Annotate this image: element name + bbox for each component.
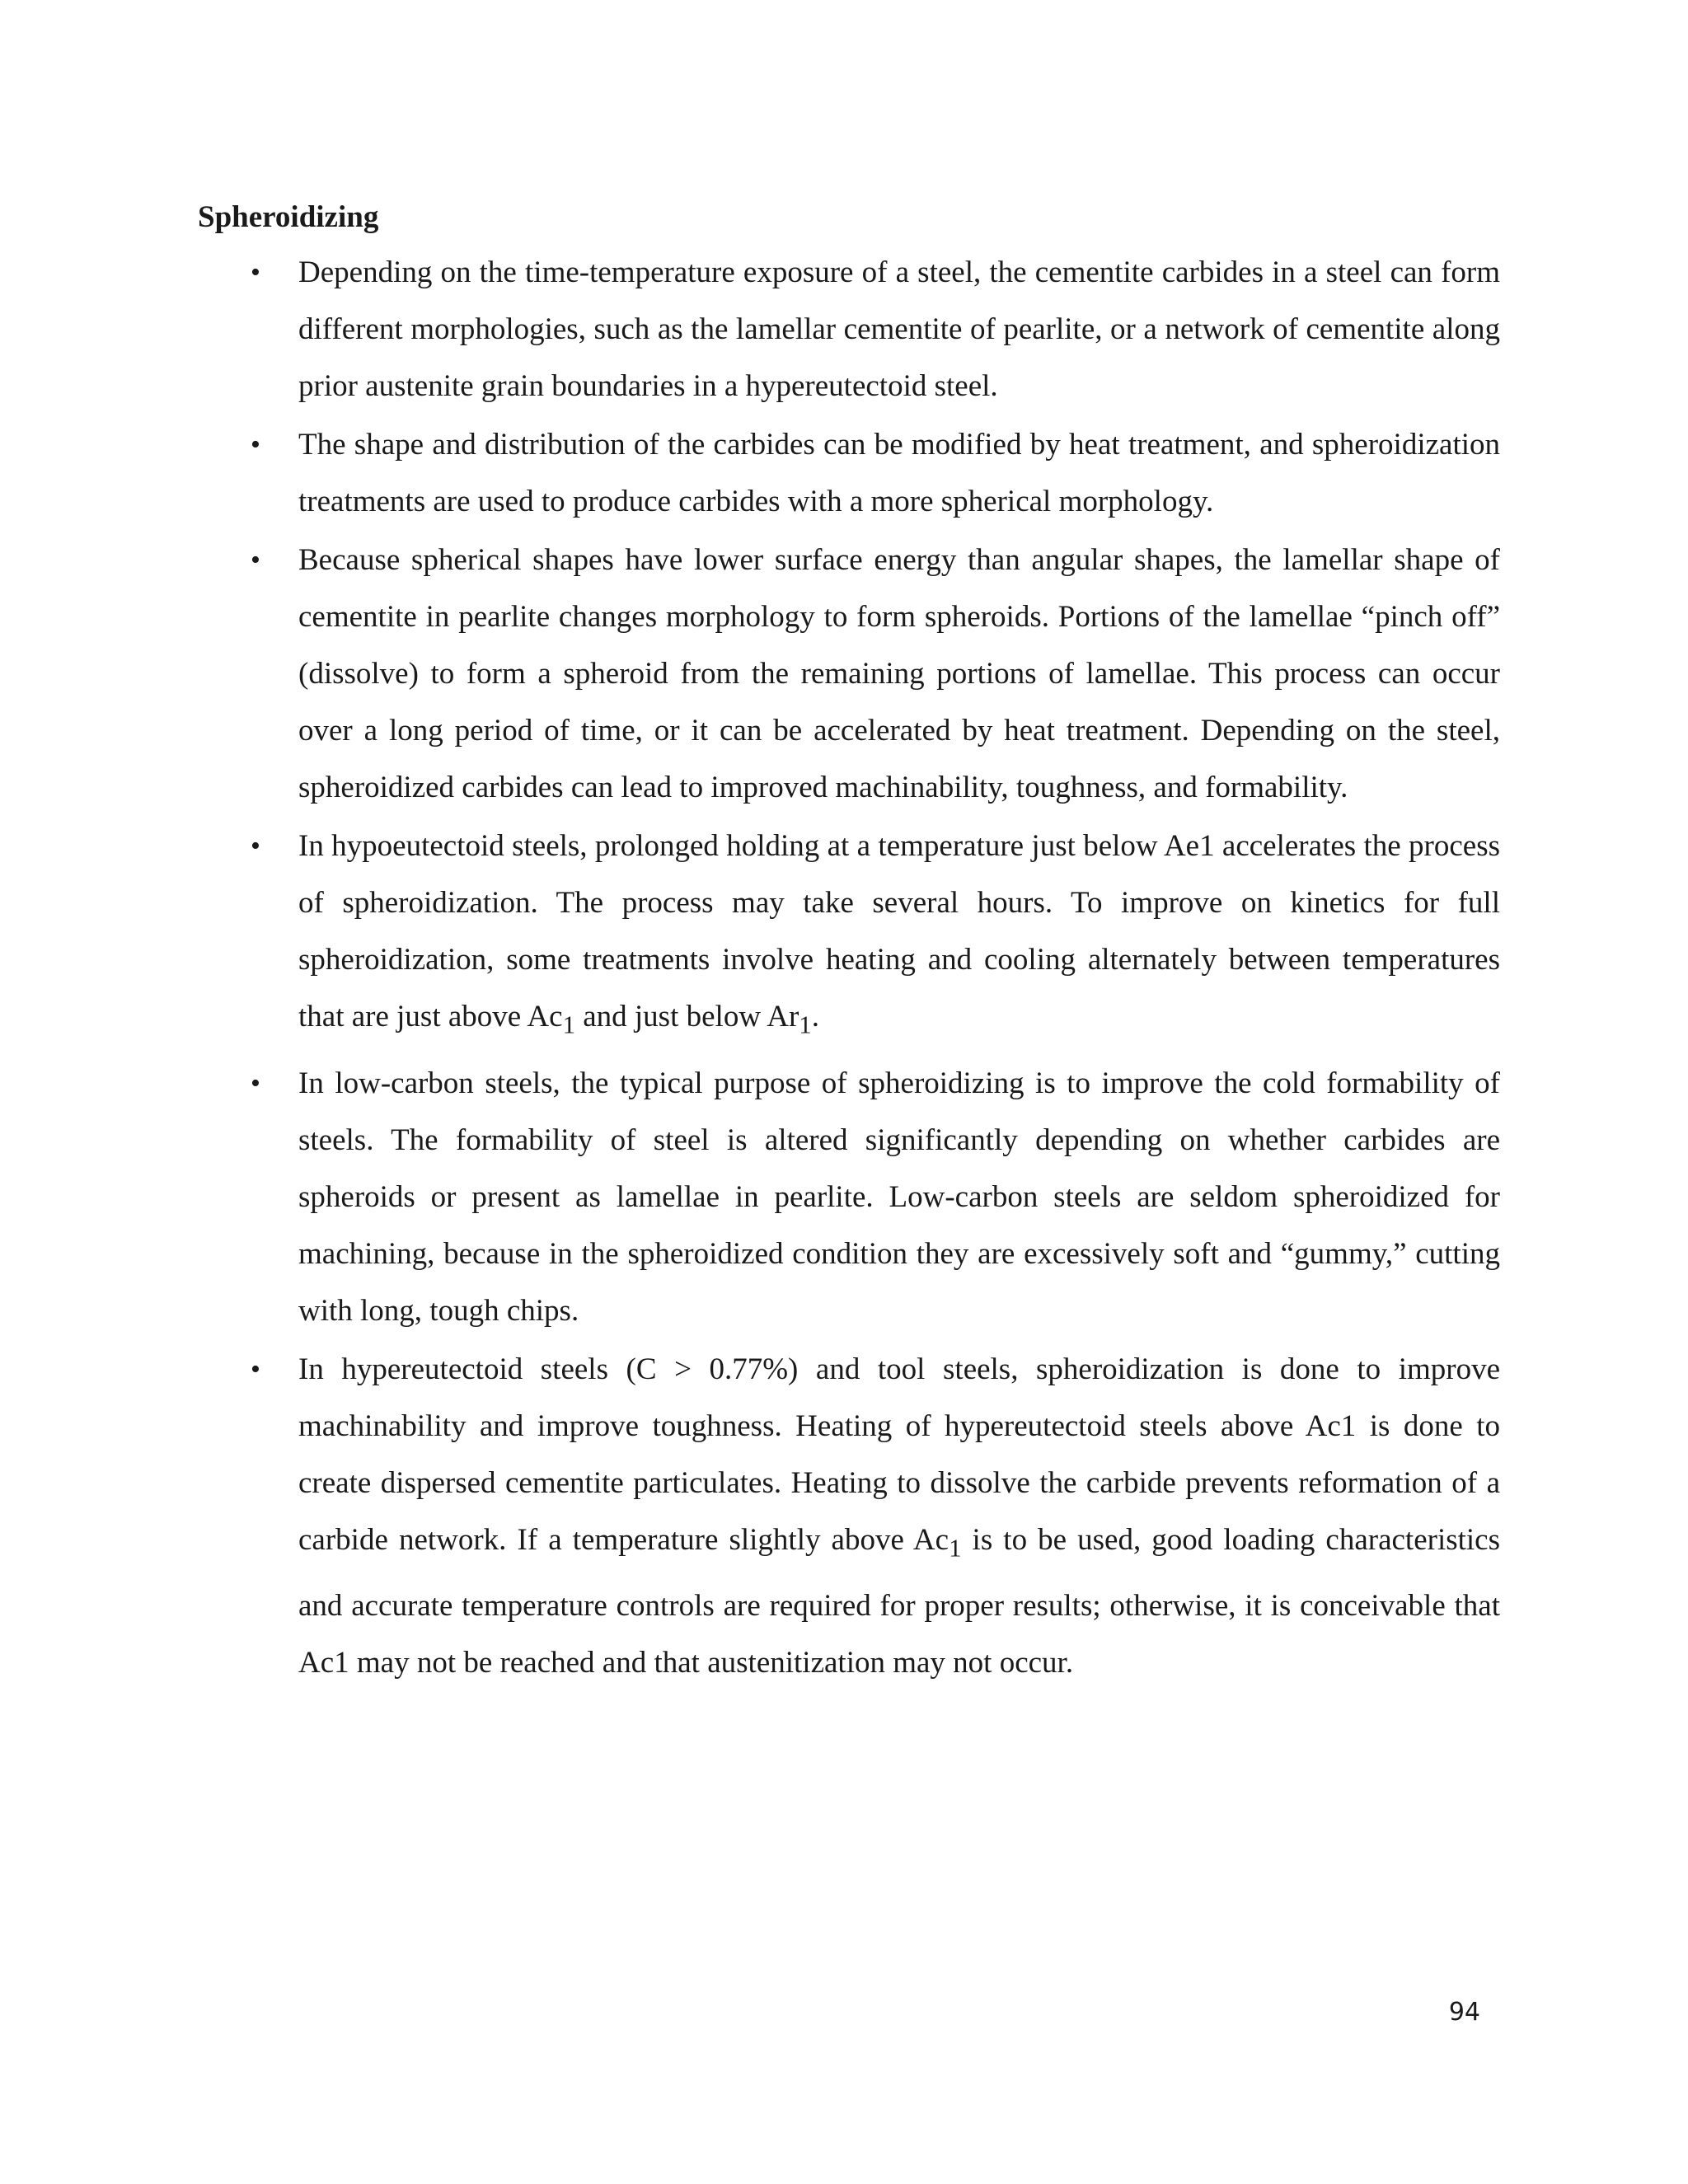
ar-subscript: 1 xyxy=(799,1010,812,1039)
bullet-icon: • xyxy=(251,1354,260,1385)
ac-subscript: 1 xyxy=(949,1534,962,1563)
list-item xyxy=(198,1341,1500,1690)
bullet-text xyxy=(298,829,1500,1039)
page-number: 94 xyxy=(1448,1998,1480,2027)
bullet-icon: • xyxy=(251,257,260,288)
section-heading: Spheroidizing xyxy=(198,200,379,234)
bullet-text-part: In hypereutectoid steels (C > 0.77%) and tool steels, spheroidization is done to improve machinability and improve toughness. Heating of hypereutectoid steels above Ac1 is done to create dispersed cementite particulates. Heating to dissolve the carbide prevents reformation of a carbide network. If a temperature slightly above Ac xyxy=(298,1352,1500,1558)
bullet-text: The shape and distribution of the carbides can be modified by heat treatment, and spheroidization treatments are used to produce carbides with a more spherical morphology. xyxy=(298,428,1500,518)
bullet-text-part: and just below Ar xyxy=(574,1000,799,1033)
bullet-text-part: . xyxy=(811,1000,819,1033)
list-item xyxy=(198,818,1500,1053)
bullet-text: Because spherical shapes have lower surface energy than angular shapes, the lamellar shape of cementite in pearlite changes morphology to form spheroids. Portions of the lamellae “pinch off” (dissolve) to form a spheroid from the remaining portions of lamellae. This process can occur over a long period of time, or it can be accelerated by heat treatment. Depending on the steel, spheroidized carbides can lead to improved machinability, toughness, and formability. xyxy=(298,543,1500,804)
ac-subscript: 1 xyxy=(562,1010,575,1039)
bullet-icon: • xyxy=(251,831,260,861)
bullet-text: Depending on the time-temperature exposure of a steel, the cementite carbides in a steel can form different morphologies, such as the lamellar cementite of pearlite, or a network of cementite along prior austenite grain boundaries in a hypereutectoid steel. xyxy=(298,255,1500,403)
bullet-list xyxy=(198,244,1500,1691)
bullet-text xyxy=(298,1352,1500,1679)
list-item xyxy=(198,532,1500,816)
list-item xyxy=(198,1055,1500,1339)
bullet-text-part: is to be used, good loading characteristics and accurate temperature controls are required for proper results; otherwise, it is conceivable that Ac1 may not be reached and that austenitization may not occur. xyxy=(298,1523,1501,1680)
bullet-icon: • xyxy=(251,545,260,575)
bullet-text: In low-carbon steels, the typical purpose of spheroidizing is to improve the cold formability of steels. The formability of steel is altered significantly depending on whether carbides are spheroids or present as lamellae in pearlite. Low-carbon steels are seldom spheroidized for machining, because in the spheroidized condition they are excessively soft and “gummy,” cutting with long, tough chips. xyxy=(298,1066,1500,1329)
bullet-text-part: In hypoeutectoid steels, prolonged holding at a temperature just below Ae1 accelerates the process of spheroidization. The process may take several hours. To improve on kinetics for full spheroidization, some treatments involve heating and cooling alternately between temperatures that are just above Ac xyxy=(298,829,1500,1033)
bullet-icon: • xyxy=(251,1068,260,1099)
bullet-icon: • xyxy=(251,429,260,460)
list-item xyxy=(198,244,1500,415)
list-item xyxy=(198,416,1500,530)
page-content xyxy=(198,198,1500,1693)
